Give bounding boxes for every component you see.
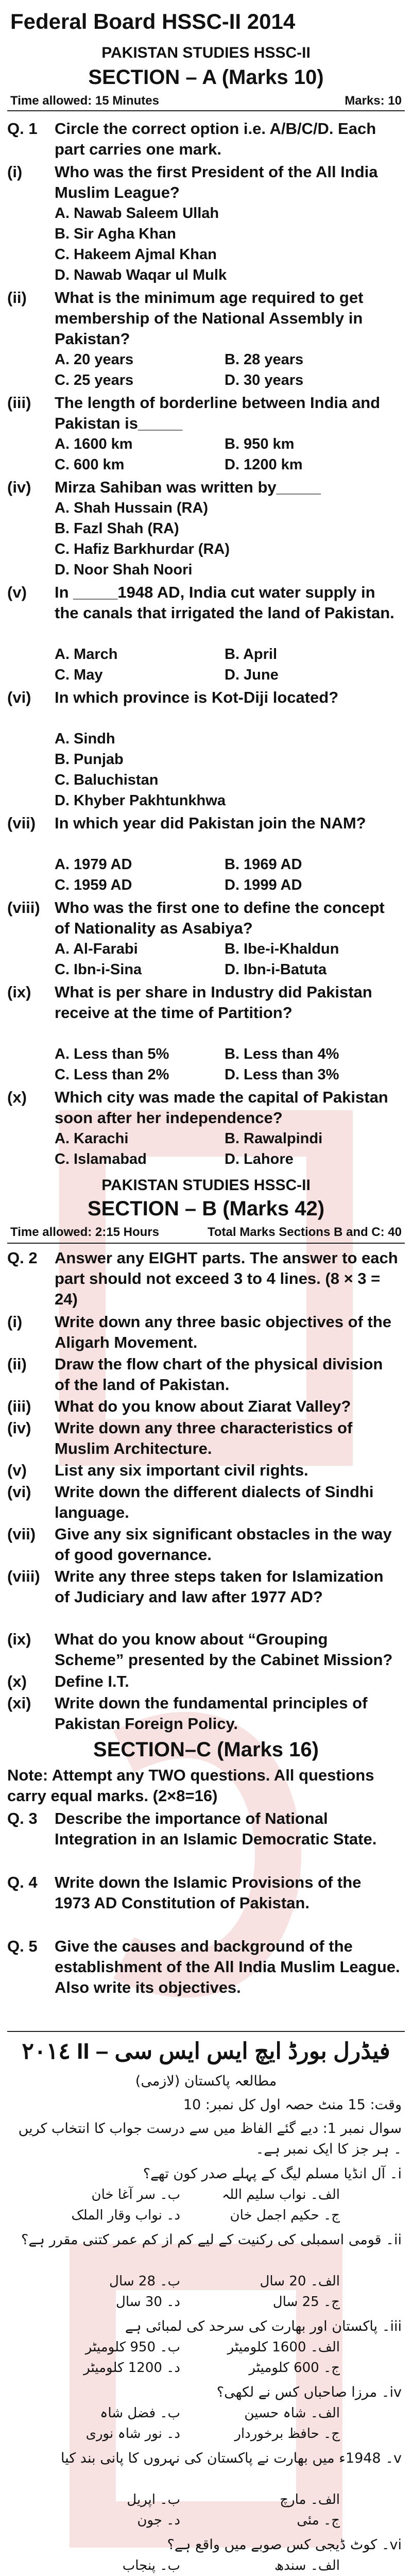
option: A. Shah Hussain (RA) xyxy=(55,500,209,516)
question-text: Who was the first President of the All India Muslim League? xyxy=(55,163,378,201)
question-number: (viii) xyxy=(7,899,40,917)
urdu-option: د۔ نواب وقار الملک xyxy=(71,2208,180,2223)
question-text: Which city was made the capital of Pakistan soon after her independence? xyxy=(55,1088,388,1127)
urdu-time: وقت: 15 منٹ xyxy=(314,2097,402,2113)
option: B. 950 km xyxy=(225,436,295,452)
option: A. Nawab Saleem Ullah xyxy=(55,205,219,222)
question-row xyxy=(7,982,405,1023)
option: B. April xyxy=(225,646,278,663)
question-number: (xi) xyxy=(7,1694,31,1712)
urdu-question: ‏iv۔ مرزا صاحباں کس نے لکھی؟ xyxy=(216,2384,402,2400)
urdu-marks: کل نمبر: 10 xyxy=(183,2097,255,2113)
question-number: (vii) xyxy=(7,814,36,832)
question-text: Define I.T. xyxy=(55,1672,129,1690)
question-text: Write down any three characteristics of Muslim Architecture. xyxy=(55,1419,353,1458)
question-number: (viii) xyxy=(7,1567,40,1585)
options xyxy=(55,728,405,811)
question-number: (vii) xyxy=(7,1525,36,1543)
question-text: In _____1948 AD, India cut water supply in the canals that irrigated the land of Pakistan. xyxy=(55,583,394,622)
option: A. Less than 5% xyxy=(55,1046,169,1062)
options xyxy=(55,498,405,580)
total-marks: Marks: 10 xyxy=(345,94,402,108)
question-row xyxy=(7,1418,405,1459)
time-allowed: Time allowed: 15 Minutes xyxy=(10,94,159,108)
question-text: Write down the Islamic Provisions of the 1973 AD Constitution of Pakistan. xyxy=(55,1873,362,1912)
option: A. 20 years xyxy=(55,351,134,368)
question-text: Write down the different dialects of Sindhi language. xyxy=(55,1483,374,1521)
question-number: Q. 5 xyxy=(7,1937,38,1955)
option: C. 1959 AD xyxy=(55,877,132,893)
question-text: Write down the fundamental principles of Pakistan Foreign Policy. xyxy=(55,1694,368,1733)
question-number: (iii) xyxy=(7,394,31,412)
question-row xyxy=(7,1524,405,1565)
question-text: In which year did Pakistan join the NAM? xyxy=(55,814,366,832)
option: B. Fazl Shah (RA) xyxy=(55,520,179,537)
option: D. Noor Shah Noori xyxy=(55,562,193,578)
question-row xyxy=(7,1629,405,1670)
question-number: Q. 2 xyxy=(7,1249,38,1267)
options xyxy=(55,203,405,285)
divider xyxy=(7,110,405,111)
option: D. 30 years xyxy=(225,372,304,388)
option: A. Karachi xyxy=(55,1130,129,1147)
question-row xyxy=(7,1693,405,1734)
question-number: (iv) xyxy=(7,1419,31,1437)
urdu-option: د۔ 1200 کلومیٹر xyxy=(83,2360,180,2376)
option: C. Less than 2% xyxy=(55,1066,169,1083)
option: D. June xyxy=(225,667,279,683)
options xyxy=(55,644,405,685)
section-a-meta xyxy=(10,94,402,108)
urdu-options xyxy=(10,2489,340,2531)
urdu-option: ج۔ 25 سال xyxy=(272,2294,340,2310)
question-row xyxy=(7,687,405,708)
urdu-option: الف۔ نواب سلیم اللہ xyxy=(222,2187,340,2202)
urdu-question: ‏iii۔ پاکستان اور بھارت کی سرحد کی لمبائی ہے xyxy=(125,2318,402,2334)
time-allowed: Time allowed: 2:15 Hours xyxy=(10,1225,159,1239)
urdu-option: ب۔ فضل شاہ xyxy=(100,2405,180,2421)
urdu-options xyxy=(10,2184,340,2226)
question-text: List any six important civil rights. xyxy=(55,1461,308,1479)
option: D. Ibn-i-Batuta xyxy=(225,961,327,978)
section-b-subtitle: PAKISTAN STUDIES HSSC-II xyxy=(101,1177,311,1194)
option: C. May xyxy=(55,667,103,683)
question-number: (iii) xyxy=(7,1397,31,1415)
urdu-option: ب۔ 950 کلومیٹر xyxy=(85,2340,180,2355)
options xyxy=(55,349,405,391)
option: C. Hakeem Ajmal Khan xyxy=(55,246,217,263)
option: D. Less than 3% xyxy=(225,1066,339,1083)
urdu-option: الف۔ 1600 کلومیٹر xyxy=(227,2340,340,2355)
question-row xyxy=(7,1872,405,1913)
urdu-option: الف۔ مارچ xyxy=(280,2492,340,2507)
total-marks: Total Marks Sections B and C: 40 xyxy=(208,1225,402,1239)
question-row xyxy=(7,162,405,203)
question-text: Give any six significant obstacles in the way of good governance. xyxy=(55,1525,392,1564)
question-text: What do you know about “Grouping Scheme” presented by the Cabinet Mission? xyxy=(55,1630,393,1669)
question-row xyxy=(7,1936,405,1998)
question-row xyxy=(7,1087,405,1128)
urdu-option: ج۔ مئی xyxy=(297,2513,340,2528)
urdu-option: ج۔ حافظ برخوردار xyxy=(234,2426,340,2442)
urdu-option: الف۔ 20 سال xyxy=(260,2274,340,2289)
question-text: What is the minimum age required to get membership of the National Assembly in Pakistan? xyxy=(55,289,364,348)
option: A. Sindh xyxy=(55,731,115,747)
option: A. Al-Farabi xyxy=(55,941,138,957)
question-number: (ii) xyxy=(7,289,27,307)
question-row xyxy=(7,393,405,434)
option: D. Nawab Waqar ul Mulk xyxy=(55,267,227,283)
question-row xyxy=(7,1460,405,1481)
question-number: (x) xyxy=(7,1672,27,1690)
question-text: Give the causes and background of the establishment of the All India Muslim League. Also write its objectives. xyxy=(55,1937,400,1996)
options xyxy=(55,854,405,895)
paper-subtitle: PAKISTAN STUDIES HSSC-II xyxy=(101,44,311,61)
question-number: (vi) xyxy=(7,1483,31,1501)
question-number: (v) xyxy=(7,1461,27,1479)
option: A. 1600 km xyxy=(55,436,133,452)
question-number: (v) xyxy=(7,583,27,601)
urdu-option: ب۔ اپریل xyxy=(127,2492,180,2507)
question-text: The length of borderline between India and Pakistan is_____ xyxy=(55,394,381,432)
question-row xyxy=(7,897,405,939)
question-number: Q. 4 xyxy=(7,1873,38,1891)
option: B. 1969 AD xyxy=(225,856,302,873)
question-number: (x) xyxy=(7,1088,27,1106)
paper-title: Federal Board HSSC-II 2014 xyxy=(10,9,296,33)
option: A. March xyxy=(55,646,118,663)
question-text: Circle the correct option i.e. A/B/C/D. Each part carries one mark. xyxy=(55,120,376,158)
option: C. 25 years xyxy=(55,372,134,388)
option: B. Sir Agha Khan xyxy=(55,226,176,242)
option: D. 1200 km xyxy=(225,456,303,473)
urdu-q1: سوال نمبر 1: دیے گئے الفاظ میں سے درست جواب کا انتخاب کریں ۔ ہر جز کا ایک نمبر ہے۔ xyxy=(18,2121,402,2157)
urdu-option: الف۔ سندھ xyxy=(274,2558,340,2573)
section-b-meta xyxy=(10,1225,402,1240)
options xyxy=(55,434,405,475)
option: A. 1979 AD xyxy=(55,856,132,873)
question-row xyxy=(7,1566,405,1607)
section-a-heading: SECTION – A (Marks 10) xyxy=(88,66,324,89)
urdu-question: ‏i۔ آل انڈیا مسلم لیگ کے پہلے صدر کون تھے؟ xyxy=(143,2166,402,2182)
section-b-heading: SECTION – B (Marks 42) xyxy=(87,1197,325,1220)
option: B. Ibe-i-Khaldun xyxy=(225,941,339,957)
question-number: (ii) xyxy=(7,1355,27,1373)
question-row xyxy=(7,582,405,623)
urdu-question: ‏vi۔ کوٹ ڈیجی کس صوبے میں واقع ہے؟ xyxy=(167,2537,402,2553)
question-number: (ix) xyxy=(7,983,31,1001)
question-row xyxy=(7,477,405,498)
question-number: (vi) xyxy=(7,688,31,706)
urdu-options xyxy=(10,2403,340,2444)
urdu-option: ب۔ 28 سال xyxy=(109,2274,180,2289)
option: C. Islamabad xyxy=(55,1151,147,1167)
question-number: (iv) xyxy=(7,478,31,496)
urdu-option: د۔ 30 سال xyxy=(115,2294,180,2310)
urdu-option: ج۔ حکیم اجمل خان xyxy=(230,2208,340,2223)
urdu-option: ب۔ پنجاب xyxy=(122,2558,180,2573)
question-row xyxy=(7,1312,405,1353)
question-text: Answer any EIGHT parts. The answer to each part should not exceed 3 to 4 lines. (8 × 3 = 24) xyxy=(55,1249,398,1308)
question-row xyxy=(7,287,405,349)
question-row xyxy=(7,1808,405,1850)
question-number: Q. 3 xyxy=(7,1809,38,1827)
section-c-note: Note: Attempt any TWO questions. All questions carry equal marks. (2×8=16) xyxy=(7,1766,374,1805)
option: B. Punjab xyxy=(55,751,124,768)
option: D. Lahore xyxy=(225,1151,294,1167)
question-text: What is per share in Industry did Pakistan receive at the time of Partition? xyxy=(55,983,372,1022)
option: C. Baluchistan xyxy=(55,772,159,788)
question-row xyxy=(7,118,405,160)
option: C. 600 km xyxy=(55,456,125,473)
option: B. 28 years xyxy=(225,351,304,368)
urdu-option: د۔ نور شاہ نوری xyxy=(85,2426,180,2442)
option: D. Khyber Pakhtunkhwa xyxy=(55,792,226,809)
urdu-options xyxy=(10,2337,340,2378)
question-text: Mirza Sahiban was written by_____ xyxy=(55,478,321,496)
question-text: What do you know about Ziarat Valley? xyxy=(55,1397,351,1415)
urdu-option: الف۔ شاہ حسین xyxy=(244,2405,340,2421)
urdu-question: ‏ii۔ قومی اسمبلی کی رکنیت کے لیے کم از کم عمر کتنی مقرر ہے؟ xyxy=(21,2232,402,2248)
option: C. Hafiz Barkhurdar (RA) xyxy=(55,541,230,557)
question-row xyxy=(7,1396,405,1417)
section-c-heading: SECTION–C (Marks 16) xyxy=(93,1738,319,1761)
urdu-meta xyxy=(10,2095,402,2115)
question-row xyxy=(7,1671,405,1692)
question-number: (ix) xyxy=(7,1630,31,1648)
question-text: Write down any three basic objectives of the Aligarh Movement. xyxy=(55,1313,392,1351)
urdu-options xyxy=(10,2271,340,2312)
option: B. Less than 4% xyxy=(225,1046,339,1062)
question-text: In which province is Kot-Diji located? xyxy=(55,688,339,706)
divider xyxy=(7,2031,405,2032)
urdu-title: فیڈرل بورڈ ایچ ایس ایس سی – II ٢٠١٤ xyxy=(22,2039,390,2064)
urdu-question: ‏v۔ 1948ء میں بھارت نے پاکستان کی نہروں کا پانی بند کیا xyxy=(60,2450,402,2466)
question-row xyxy=(7,1482,405,1523)
option: C. Ibn-i-Sina xyxy=(55,961,142,978)
question-number: Q. 1 xyxy=(7,120,38,138)
options xyxy=(55,939,405,980)
question-text: Describe the importance of National Integration in an Islamic Democratic State. xyxy=(55,1809,377,1848)
urdu-option: د۔ جون xyxy=(137,2513,180,2528)
option: D. 1999 AD xyxy=(225,877,302,893)
question-text: Who was the first one to define the concept of Nationality as Asabiya? xyxy=(55,899,385,937)
question-text: Write any three steps taken for Islamization of Judiciary and law after 1977 AD? xyxy=(55,1567,384,1606)
option: B. Rawalpindi xyxy=(225,1130,323,1147)
question-row xyxy=(7,1248,405,1310)
urdu-option: ج۔ 600 کلومیٹر xyxy=(249,2360,340,2376)
urdu-subject: مطالعہ پاکستان (لازمی) xyxy=(135,2073,277,2089)
question-number: (i) xyxy=(7,163,23,181)
options xyxy=(55,1128,405,1170)
urdu-section-a: حصہ اول xyxy=(255,2097,314,2113)
question-number: (i) xyxy=(7,1313,23,1331)
question-row xyxy=(7,1354,405,1395)
options xyxy=(55,1044,405,1085)
urdu-option: ب۔ سر آغا خان xyxy=(91,2187,180,2202)
urdu-options xyxy=(10,2555,340,2576)
question-text: Draw the flow chart of the physical division of the land of Pakistan. xyxy=(55,1355,383,1394)
divider xyxy=(7,1243,405,1244)
question-row xyxy=(7,813,405,834)
